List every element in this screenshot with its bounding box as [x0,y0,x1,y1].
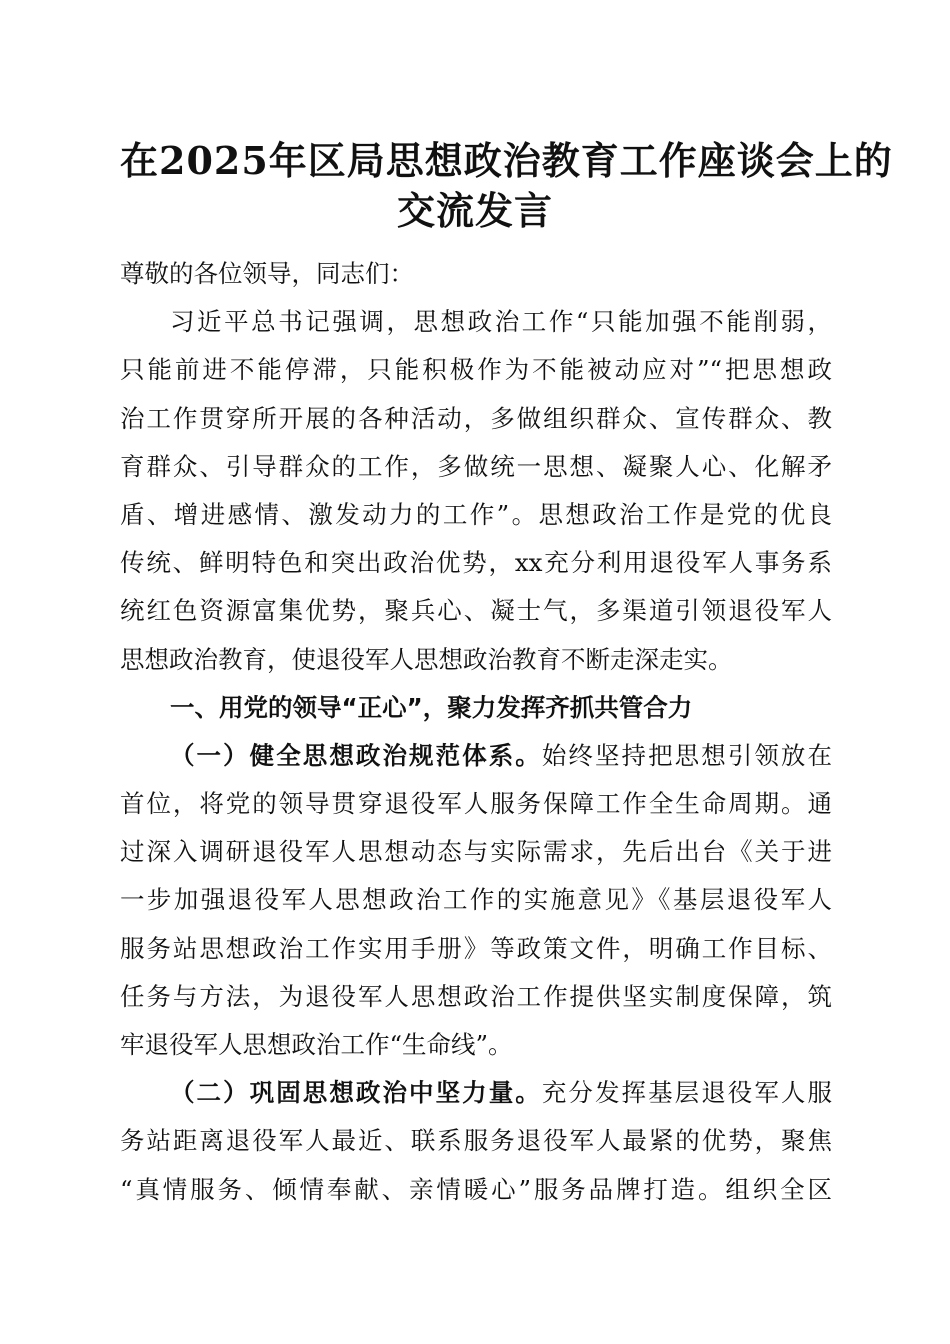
para1-line: 思想政治教育，使退役军人思想政治教育不断走深走实。 [120,644,733,674]
document-title-line1: 在2025年区局思想政治教育工作座谈会上的 [120,138,893,183]
salutation: 尊敬的各位领导，同志们： [120,259,414,288]
sub1-line: 过深入调研退役军人思想动态与实际需求，先后出台《关于进 [120,837,832,867]
para1-line: 盾、增进感情、激发动力的工作”。思想政治工作是党的优良 [120,499,832,529]
sub1-line: 服务站思想政治工作实用手册》等政策文件，明确工作目标、 [120,933,832,963]
para1-line: 习近平总书记强调，思想政治工作“只能加强不能削弱， [170,307,832,337]
para1-line: 育群众、引导群众的工作，多做统一思想、凝聚人心、化解矛 [120,451,832,481]
para1-line: 统红色资源富集优势，聚兵心、凝士气，多渠道引领退役军人 [120,596,832,626]
sub2-first-line-text: 充分发挥基层退役军人服 [541,1078,832,1108]
subsection-title-1: （一）健全思想政治规范体系。 [170,740,542,770]
document-body [120,250,832,1214]
sub2-line: “真情服务、倾情奉献、亲情暖心”服务品牌打造。组织全区 [120,1174,832,1204]
para1-line: 只能前进不能停滞，只能积极作为不能被动应对”“把思想政 [120,355,832,385]
sub1-first-line-text: 始终坚持把思想引领放在 [541,740,832,770]
subsection-title-2: （二）巩固思想政治中坚力量。 [170,1078,542,1108]
sub1-first-line [120,732,832,780]
sub2-first-line [120,1069,832,1117]
sub1-line: 首位，将党的领导贯穿退役军人服务保障工作全生命周期。通 [120,789,832,819]
sub1-line: 牢退役军人思想政治工作“生命线”。 [120,1030,513,1059]
para1-line: 传统、鲜明特色和突出政治优势，xx充分利用退役军人事务系 [120,548,832,578]
sub1-line: 任务与方法，为退役军人思想政治工作提供坚实制度保障，筑 [120,981,832,1011]
sub1-line: 一步加强退役军人思想政治工作的实施意见》《基层退役军人 [120,885,832,915]
document-title-line2: 交流发言 [396,188,553,233]
para1-line: 治工作贯穿所开展的各种活动，多做组织群众、宣传群众、教 [120,403,832,433]
section-heading-1: 一、用党的领导“正心”，聚力发挥齐抓共管合力 [170,692,693,722]
sub2-line: 务站距离退役军人最近、联系服务退役军人最紧的优势，聚焦 [120,1126,832,1156]
